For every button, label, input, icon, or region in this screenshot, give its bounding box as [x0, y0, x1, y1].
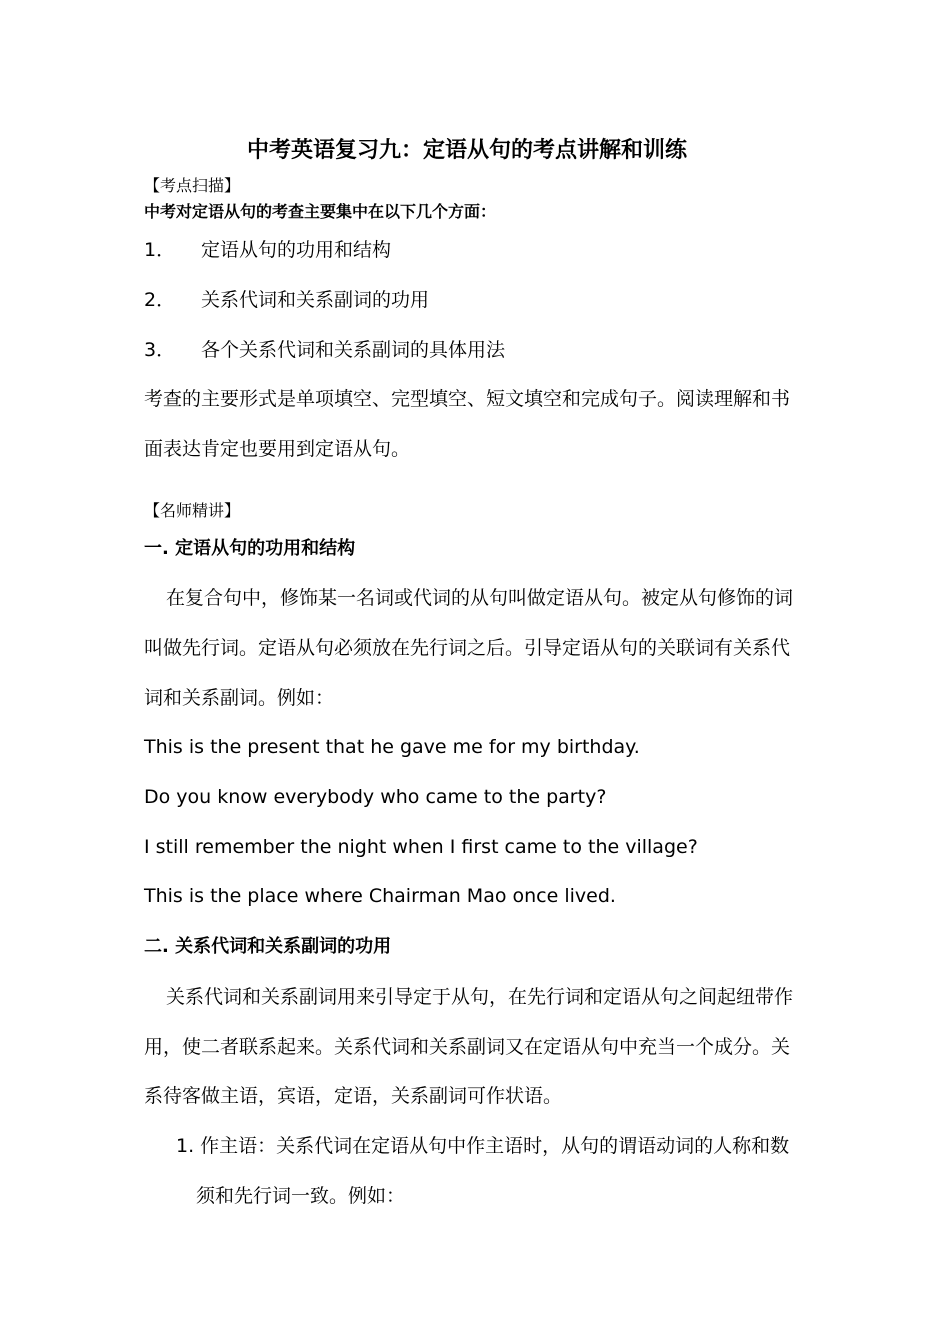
example-sentence: This is the place where Chairman Mao once lived. [144, 885, 616, 907]
paragraph-line: 叫做先行词。定语从句必须放在先行词之后。引导定语从句的关联词有关系代 [144, 637, 791, 659]
list-item-number: 3． [144, 339, 176, 361]
list-item: 定语从句的功用和结构 [201, 239, 392, 261]
scan-section-intro: 中考对定语从句的考查主要集中在以下几个方面： [144, 202, 497, 221]
example-sentence: Do you know everybody who came to the party? [144, 786, 607, 808]
scan-section-label: 【考点扫描】 [144, 176, 241, 195]
list-item-number: 2． [144, 289, 176, 311]
section-heading-1: 一. 定语从句的功用和结构 [144, 538, 356, 559]
page-title: 中考英语复习九：定语从句的考点讲解和训练 [246, 138, 687, 163]
list-item: 关系代词和关系副词的功用 [201, 289, 430, 311]
section-heading-2: 二. 关系代词和关系副词的功用 [144, 936, 392, 957]
paragraph-line: 在复合句中，修饰某一名词或代词的从句叫做定语从句。被定从句修饰的词 [166, 587, 794, 609]
paragraph-line: 用，使二者联系起来。关系代词和关系副词又在定语从句中充当一个成分。关 [144, 1036, 791, 1058]
list-item-number: 1． [144, 239, 176, 261]
point-line: 1. 作主语：关系代词在定语从句中作主语时，从句的谓语动词的人称和数 [176, 1135, 790, 1157]
paragraph-line: 词和关系副词。例如： [144, 687, 335, 709]
list-item: 各个关系代词和关系副词的具体用法 [201, 339, 506, 361]
paragraph-line: 系待客做主语，宾语，定语，关系副词可作状语。 [144, 1085, 563, 1107]
summary-line: 考查的主要形式是单项填空、完型填空、短文填空和完成句子。阅读理解和书 [144, 388, 791, 410]
summary-line: 面表达肯定也要用到定语从句。 [144, 438, 411, 460]
example-sentence: This is the present that he gave me for my birthday. [144, 736, 640, 758]
example-sentence: I still remember the night when I first came to the village? [144, 836, 698, 858]
paragraph-line: 关系代词和关系副词用来引导定于从句，在先行词和定语从句之间起纽带作 [166, 986, 794, 1008]
teacher-section-label: 【名师精讲】 [144, 501, 241, 520]
point-line: 须和先行词一致。例如： [196, 1185, 406, 1207]
